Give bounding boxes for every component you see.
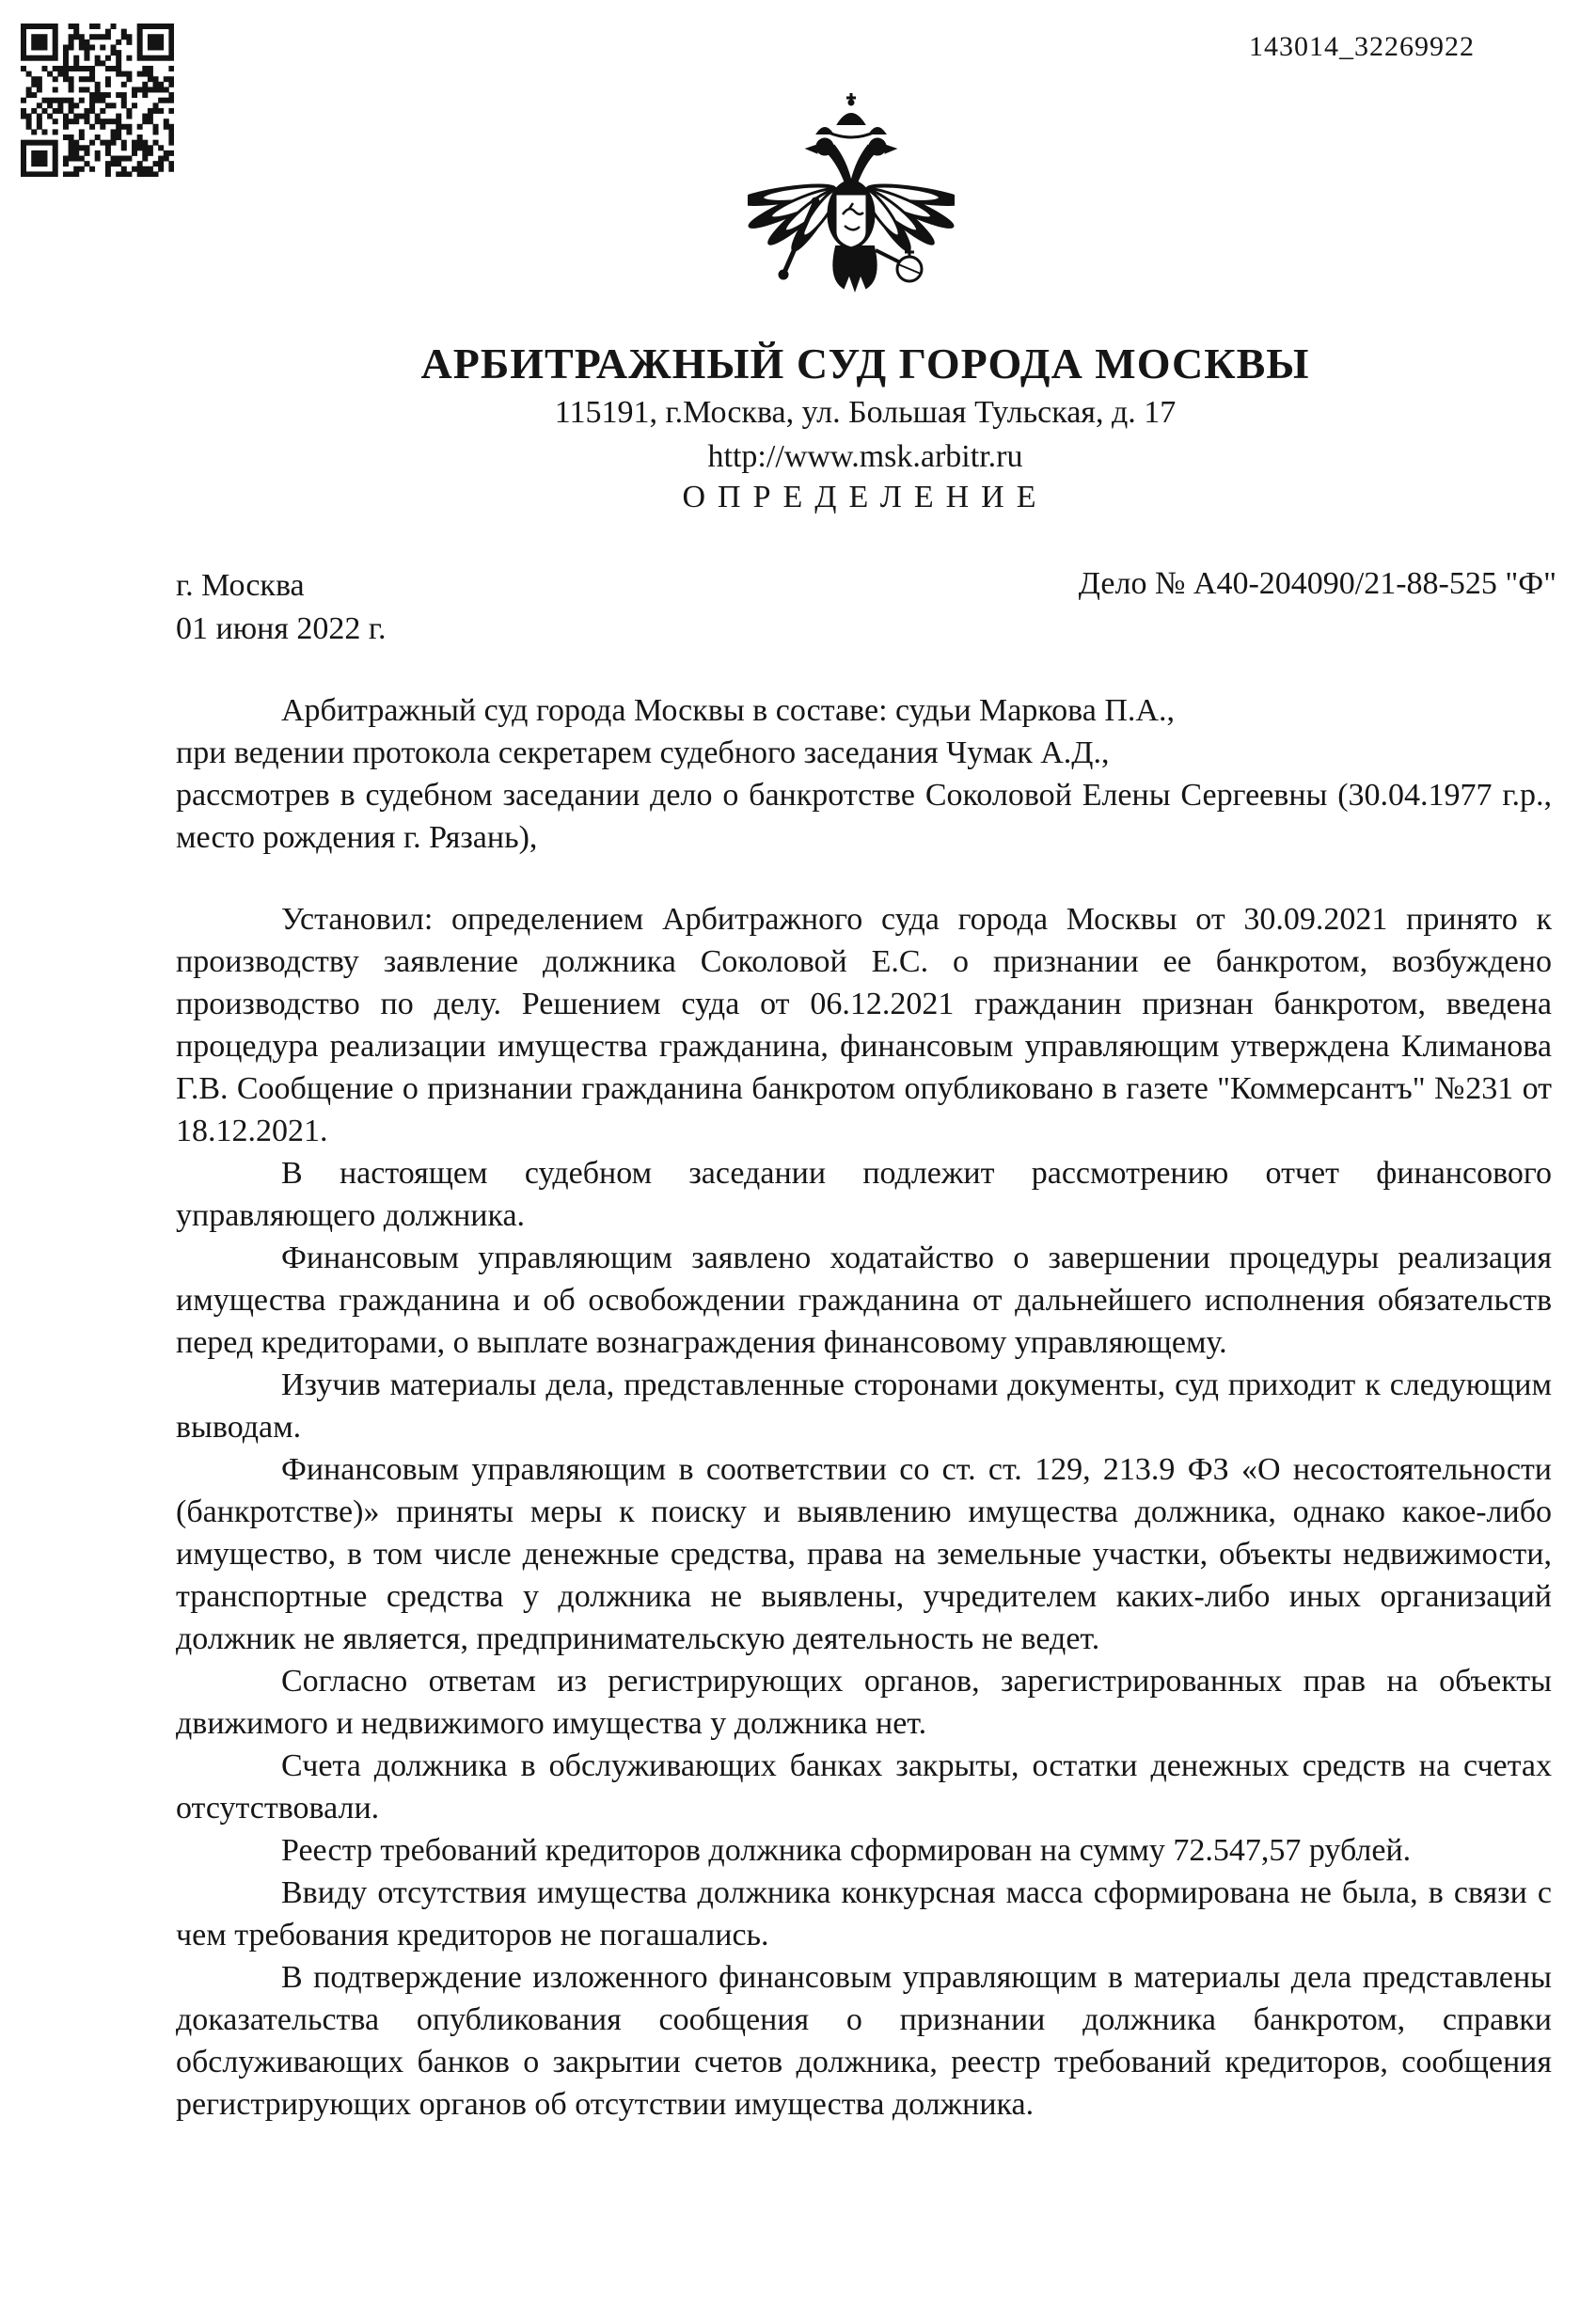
intro-line: рассмотрев в судебном заседании дело о банкротстве Соколовой Елены Сергеевны (30.04.1977 г.р., место рождения г. Рязань), xyxy=(176,778,1552,855)
case-number: Дело № А40-204090/21-88-525 "Ф" xyxy=(1078,566,1556,601)
body-paragraph: Ввиду отсутствия имущества должника конкурсная масса сформирована не была, в связи с чем требования кредиторов не погашались. xyxy=(176,1875,1552,1952)
case-date: 01 июня 2022 г. xyxy=(176,611,387,646)
ruling-body xyxy=(176,898,1552,2126)
body-paragraph: Финансовым управляющим в соответствии со ст. ст. 129, 213.9 ФЗ «О несостоятельности (банкротстве)» приняты меры к поиску и выявлению имущества должника, однако какое-либо имущество, в том числе денежные средства, права на земельные участки, объекты недвижимости, транспортные средства у должника не выявлены, учредителем каких-либо иных организаций должник не является, предпринимательскую деятельность не ведет. xyxy=(176,1452,1552,1656)
court-address: 115191, г.Москва, ул. Большая Тульская, д. 17 xyxy=(554,395,1177,430)
intro-line: при ведении протокола секретарем судебного заседания Чумак А.Д., xyxy=(176,735,1110,770)
intro-block xyxy=(176,689,1552,859)
body-paragraph: В подтверждение изложенного финансовым управляющим в материалы дела представлены доказательства опубликования сообщения о признании должника банкротом, справки обслуживающих банков о закрытии счетов должника, реестр требований кредиторов, сообщения регистрирующих органов об отсутствии имущества должника. xyxy=(176,1960,1552,2122)
intro-line: Арбитражный суд города Москвы в составе: судьи Маркова П.А., xyxy=(281,693,1175,728)
body-paragraph: Согласно ответам из регистрирующих органов, зарегистрированных прав на объекты движимого и недвижимого имущества у должника нет. xyxy=(176,1664,1552,1741)
body-paragraph: Финансовым управляющим заявлено ходатайство о завершении процедуры реализация имущества гражданина и об освобождении гражданина от дальнейшего исполнения обязательств перед кредиторами, о выплате вознаграждения финансовому управляющему. xyxy=(176,1241,1552,1360)
qr-code xyxy=(21,24,174,177)
case-city: г. Москва xyxy=(176,568,305,603)
body-paragraph: Установил: определением Арбитражного суда города Москвы от 30.09.2021 принято к производству заявление должника Соколовой Е.С. о признании ее банкротом, возбуждено производство по делу. Решением суда от 06.12.2021 гражданин признан банкротом, введена процедура реализации имущества гражданина, финансовым управляющим утверждена Климанова Г.В. Сообщение о признании гражданина банкротом опубликовано в газете "Коммерсантъ" №231 от 18.12.2021. xyxy=(176,902,1552,1148)
body-paragraph: В настоящем судебном заседании подлежит рассмотрению отчет финансового управляющего должника. xyxy=(176,1156,1552,1233)
body-paragraph: Изучив материалы дела, представленные сторонами документы, суд приходит к следующим выводам. xyxy=(176,1368,1552,1445)
coat-of-arms-icon xyxy=(748,90,955,312)
court-website-link: http://www.msk.arbitr.ru xyxy=(707,439,1023,474)
body-paragraph: Счета должника в обслуживающих банках закрыты, остатки денежных средств на счетах отсутствовали. xyxy=(176,1748,1552,1826)
body-paragraph: Реестр требований кредиторов должника сформирован на сумму 72.547,57 рублей. xyxy=(281,1833,1412,1868)
court-name-title: АРБИТРАЖНЫЙ СУД ГОРОДА МОСКВЫ xyxy=(420,340,1310,387)
stamp-number: 143014_32269922 xyxy=(1249,31,1475,62)
document-type-title: ОПРЕДЕЛЕНИЕ xyxy=(682,480,1049,514)
